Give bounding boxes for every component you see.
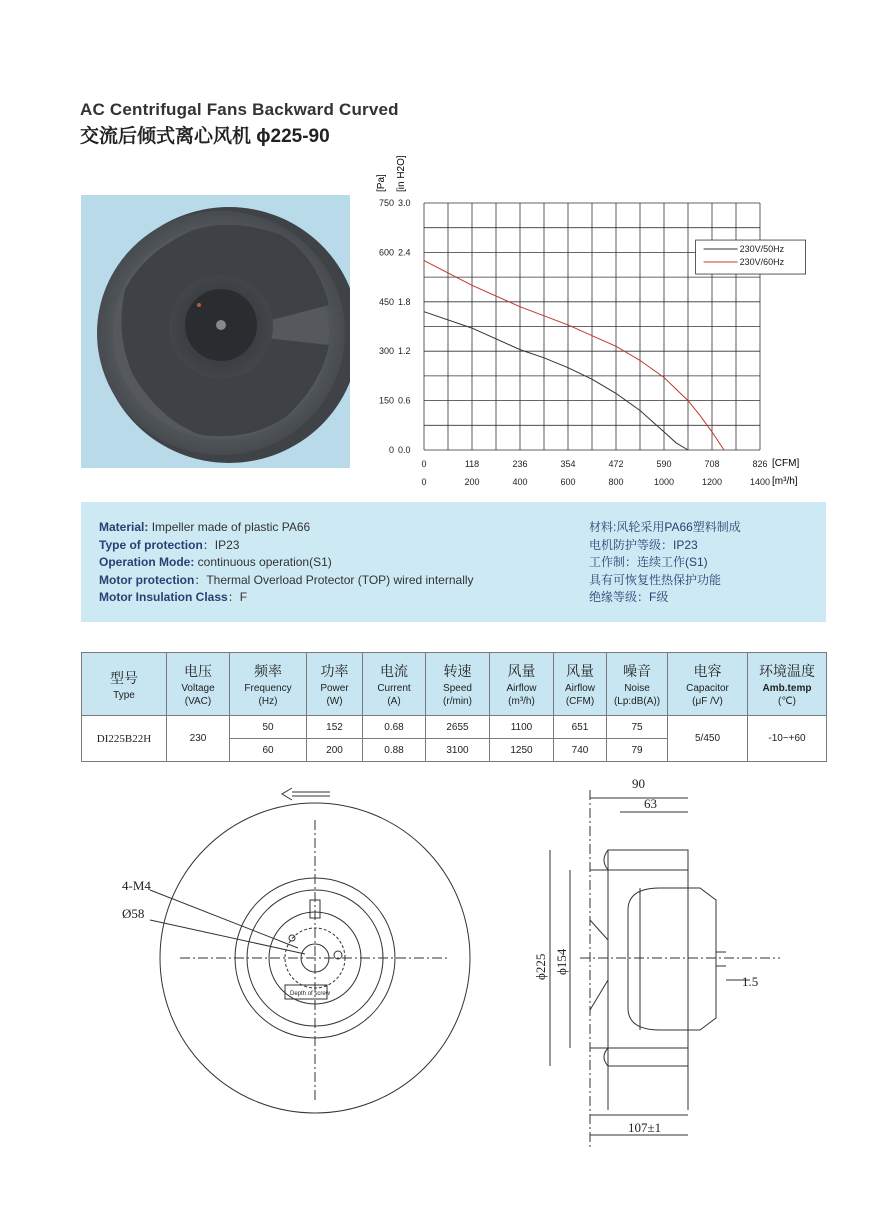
header-noise: 噪音 Noise (Lp:dB(A)) [607, 653, 668, 716]
diameter-58-label: Ø58 [122, 906, 145, 921]
page-title-cn: 交流后倾式离心风机 ϕ225-90 [80, 126, 330, 147]
cell-speed: 2655 [426, 716, 490, 739]
x-tick-m3h: 200 [464, 477, 480, 487]
cn-motor: 具有可恢复性热保护功能 [589, 572, 722, 587]
header-frequency: 频率 Frequency (Hz) [230, 653, 307, 716]
y-tick-pa: 600 [378, 247, 394, 258]
series-line [424, 312, 688, 450]
side-view [550, 790, 780, 1150]
y-tick-pa: 150 [378, 395, 394, 406]
cell-amb-temp: -10~+60 [748, 716, 827, 762]
x-tick-cfm: 236 [512, 459, 528, 469]
x-tick-m3h: 1000 [653, 477, 675, 487]
header-current: 电流 Current (A) [363, 653, 426, 716]
x-tick-m3h: 600 [560, 477, 576, 487]
header-airflow-cfm: 风量 Airflow (CFM) [554, 653, 607, 716]
y-tick-pa: 750 [378, 198, 394, 208]
dim-63: 63 [644, 796, 657, 811]
header-type: 型号 Type [82, 653, 167, 716]
page-title-en: AC Centrifugal Fans Backward Curved [80, 100, 399, 119]
table-row [82, 716, 827, 739]
technical-drawing [80, 770, 870, 1160]
x-tick-cfm: 590 [656, 459, 672, 469]
header-capacitor: 电容 Capacitor (μF /V) [668, 653, 748, 716]
cn-material: 材料:风轮采用PA66塑料制成 [589, 520, 741, 534]
y-unit-inh2o: [in H2O] [396, 155, 407, 192]
x-tick-cfm: 118 [464, 459, 480, 469]
material-value: Impeller made of plastic PA66 [148, 520, 311, 534]
bolt-label: 4-M4 [122, 878, 151, 893]
y-tick-inh2o: 3.0 [398, 198, 411, 208]
cell-freq: 50 [230, 716, 307, 739]
motor-protection-value: ：Thermal Overload Protector (TOP) wired internally [194, 572, 474, 587]
material-label: Material: [99, 520, 149, 534]
header-voltage: 电压 Voltage (VAC) [167, 653, 230, 716]
motor-protection-label: Motor protection [99, 572, 195, 587]
y-tick-inh2o: 2.4 [398, 247, 411, 258]
header-amb-temp: 环境温度 Amb.temp (℃) [748, 653, 827, 716]
header-speed: 转速 Speed (r/min) [426, 653, 490, 716]
x-tick-cfm: 0 [421, 459, 427, 469]
x-tick-cfm: 354 [560, 459, 576, 469]
x-tick-m3h: 1200 [701, 477, 723, 487]
legend-label: 230V/60Hz [739, 257, 785, 268]
dim-225: ϕ225 [533, 953, 548, 980]
dim-1-5: 1.5 [742, 974, 759, 989]
cell-airflow-cfm: 651 [554, 716, 607, 739]
cell-freq: 60 [230, 739, 307, 762]
legend-label: 230V/50Hz [739, 244, 785, 255]
cell-capacitor: 5/450 [668, 716, 748, 762]
y-tick-inh2o: 0.6 [398, 395, 411, 406]
cell-airflow-m3h: 1250 [490, 739, 554, 762]
spec-box [81, 502, 826, 622]
rotation-arrow-icon [282, 788, 330, 800]
cell-power: 152 [307, 716, 363, 739]
insulation-label: Motor Insulation Class [99, 590, 228, 604]
y-tick-inh2o: 1.2 [398, 346, 411, 357]
y-tick-inh2o: 0.0 [398, 445, 411, 455]
x-tick-m3h: 0 [421, 477, 427, 487]
x-tick-cfm: 708 [704, 459, 720, 469]
cell-model: DI225B22H [82, 716, 167, 762]
x-unit-cfm: [CFM] [772, 458, 800, 469]
cell-current: 0.68 [363, 716, 426, 739]
protection-value: ：IP23 [202, 537, 240, 552]
series-line [424, 261, 724, 450]
x-tick-cfm: 472 [608, 459, 624, 469]
fan-photo [81, 195, 350, 468]
x-unit-m3h: [m³/h] [772, 476, 798, 487]
y-unit-pa: [Pa] [376, 174, 387, 192]
y-tick-inh2o: 1.8 [398, 296, 411, 307]
spec-cn [589, 519, 741, 607]
chart-legend [696, 240, 806, 274]
insulation-value: ：F [227, 590, 248, 604]
x-tick-m3h: 400 [512, 477, 528, 487]
cn-protection: 电机防护等级：IP23 [589, 537, 698, 552]
table-header-row [82, 653, 827, 716]
dim-90: 90 [632, 776, 645, 791]
cell-current: 0.88 [363, 739, 426, 762]
header-airflow-m3h: 风量 Airflow (m³/h) [490, 653, 554, 716]
cell-noise: 79 [607, 739, 668, 762]
spec-en [99, 519, 474, 607]
x-tick-m3h: 1400 [749, 477, 771, 487]
cell-power: 200 [307, 739, 363, 762]
y-tick-pa: 300 [378, 346, 394, 357]
y-tick-pa: 0 [388, 445, 394, 455]
cell-airflow-cfm: 740 [554, 739, 607, 762]
front-view [150, 803, 470, 1113]
cn-insulation: 绝缘等级：F级 [589, 590, 669, 604]
cn-operation: 工作制：连续工作(S1) [589, 555, 708, 569]
operation-label: Operation Mode: [99, 555, 195, 569]
protection-label: Type of protection [99, 537, 203, 552]
screw-depth-label: Depth of screw [290, 991, 331, 997]
x-tick-cfm: 826 [752, 459, 768, 469]
operation-value: continuous operation(S1) [194, 555, 332, 569]
performance-chart [360, 150, 830, 495]
y-tick-pa: 450 [378, 296, 394, 307]
x-tick-m3h: 800 [608, 477, 624, 487]
cell-noise: 75 [607, 716, 668, 739]
dim-107: 107±1 [628, 1120, 662, 1135]
cell-voltage: 230 [167, 716, 230, 762]
header-power: 功率 Power (W) [307, 653, 363, 716]
performance-table [81, 652, 827, 762]
cell-speed: 3100 [426, 739, 490, 762]
cell-airflow-m3h: 1100 [490, 716, 554, 739]
dim-154: ϕ154 [554, 948, 569, 975]
